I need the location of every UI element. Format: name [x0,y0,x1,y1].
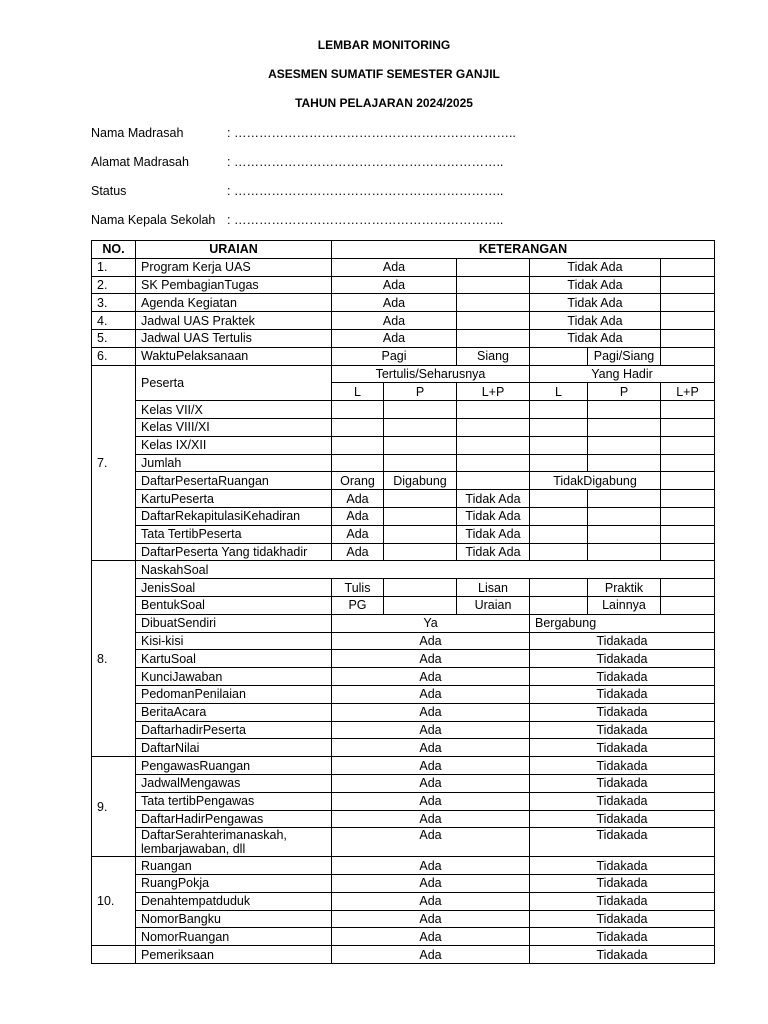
row-uraian: DaftarPesertaRuangan [136,472,332,490]
column-label: P [588,383,661,401]
option-tidak-ada: Tidakada [530,928,715,946]
row-uraian: Kelas VIII/XI [136,418,332,436]
option-tidak-ada: Tidakada [530,685,715,703]
empty-cell [384,490,457,508]
empty-cell [661,579,715,597]
row-uraian: Agenda Kegiatan [136,294,332,312]
empty-cell [384,543,457,561]
option-tidak-ada: Tidakada [530,875,715,893]
column-label: L [530,383,588,401]
row-uraian: BeritaAcara [136,703,332,721]
option-tidak-ada: Tidakada [530,632,715,650]
identity-section [91,125,691,241]
table-body [92,241,715,964]
row-number: 1. [92,258,136,276]
option-tidak-ada: Tidakada [530,792,715,810]
option-tidak-ada: Tidak Ada [457,525,530,543]
empty-cell [588,543,661,561]
table-row [92,365,715,383]
option-ada: Ada [332,721,530,739]
row-uraian: Kelas VII/X [136,401,332,419]
row-uraian: PengawasRuangan [136,757,332,775]
option-ada: Ada [332,490,384,508]
empty-cell [588,525,661,543]
empty-cell [661,543,715,561]
option-ada: Ada [332,525,384,543]
row-uraian: KartuPeserta [136,490,332,508]
row-uraian: JenisSoal [136,579,332,597]
row-number: 4. [92,312,136,330]
table-row [92,490,715,508]
option-ada: Ada [332,857,530,875]
table-row [92,614,715,632]
empty-cell [530,579,588,597]
option-tidak-ada: Tidak Ada [457,490,530,508]
table-row [92,454,715,472]
option-digabung: Digabung [384,472,457,490]
option-ya: Ya [332,614,530,632]
identity-label: Status [91,184,127,198]
empty-cell [384,507,457,525]
empty-cell [457,276,530,294]
identity-value: : ……………………………………………………….. [227,155,504,169]
option-ada: Ada [332,312,457,330]
empty-cell [332,454,384,472]
empty-cell [457,418,530,436]
identity-value: : ……………………………………………………….. [227,184,504,198]
table-row [92,892,715,910]
option-ada: Ada [332,685,530,703]
option-bergabung: Bergabung [530,614,715,632]
row-uraian: KartuSoal [136,650,332,668]
empty-cell [588,401,661,419]
empty-cell [457,436,530,454]
option-ada: Ada [332,875,530,893]
option-a: Tulis [332,579,384,597]
identity-value: : ……………………………………………………….. [227,213,504,227]
table-row [92,857,715,875]
empty-cell [661,507,715,525]
empty-cell [661,258,715,276]
table-row [92,757,715,775]
table-row [92,436,715,454]
empty-cell [661,490,715,508]
row-uraian: NomorBangku [136,910,332,928]
option-tidak-ada: Tidak Ada [457,507,530,525]
row-number: 2. [92,276,136,294]
table-row [92,810,715,828]
empty-cell [530,507,588,525]
option-c: Lainnya [588,596,661,614]
row-uraian: BentukSoal [136,596,332,614]
option-b: Uraian [457,596,530,614]
empty-cell [457,294,530,312]
empty-cell [457,401,530,419]
option-tidak-ada: Tidakada [530,910,715,928]
table-row [92,596,715,614]
empty-cell [661,276,715,294]
option-tidak-ada: Tidakada [530,946,715,964]
identity-label: Alamat Madrasah [91,155,189,169]
identity-label: Nama Madrasah [91,126,184,140]
row-uraian: DaftarhadirPeserta [136,721,332,739]
row-number: 8. [92,561,136,757]
option-ada: Ada [332,774,530,792]
table-row [92,312,715,330]
empty-cell [661,418,715,436]
row-number: 7. [92,365,136,561]
empty-cell [384,454,457,472]
column-label: L [332,383,384,401]
row-uraian: Denahtempatduduk [136,892,332,910]
option-tidak-ada: Tidakada [530,650,715,668]
table-row [92,543,715,561]
empty-cell [457,454,530,472]
table-row [92,875,715,893]
row-number [92,946,136,964]
row-uraian: Kelas IX/XII [136,436,332,454]
empty-cell [457,329,530,347]
option-tidak-ada: Tidak Ada [530,294,661,312]
empty-cell [588,418,661,436]
document-title: LEMBAR MONITORING [317,38,451,52]
option-ada: Ada [332,650,530,668]
option-ada: Ada [332,329,457,347]
row-uraian: Ruangan [136,857,332,875]
row-uraian: Tata TertibPeserta [136,525,332,543]
table-row [92,928,715,946]
empty-cell [661,472,715,490]
table-row [92,329,715,347]
empty-cell [588,436,661,454]
empty-cell [588,507,661,525]
empty-cell [332,436,384,454]
row-uraian: Kisi-kisi [136,632,332,650]
option-ada: Ada [332,810,530,828]
identity-row [91,212,691,241]
empty-cell [332,401,384,419]
option-ada: Ada [332,258,457,276]
table-row [92,258,715,276]
row-number: 10. [92,857,136,946]
table-row [92,632,715,650]
option-tidak-ada: Tidakada [530,892,715,910]
option-tidak-ada: Tidak Ada [530,312,661,330]
table-row [92,685,715,703]
option-ada: Ada [332,632,530,650]
table-row [92,739,715,757]
row-uraian: KunciJawaban [136,668,332,686]
option-ada: Ada [332,543,384,561]
empty-cell [384,418,457,436]
empty-cell [530,454,588,472]
row-uraian: SK PembagianTugas [136,276,332,294]
option-tidak-ada: Tidak Ada [530,258,661,276]
column-label: L+P [661,383,715,401]
option-tidak-ada: Tidakada [530,757,715,775]
row-uraian: PedomanPenilaian [136,685,332,703]
empty-cell [384,436,457,454]
option-tidak-ada: Tidak Ada [530,329,661,347]
empty-cell [332,418,384,436]
empty-cell [588,454,661,472]
identity-value: : ………………………………………………………….. [227,126,516,140]
table-row [92,721,715,739]
table-row [92,276,715,294]
table-row [92,347,715,365]
row-uraian: Jadwal UAS Praktek [136,312,332,330]
row-uraian: Jadwal UAS Tertulis [136,329,332,347]
empty-cell [530,347,588,365]
empty-cell [457,472,530,490]
option-tidak-ada: Tidak Ada [530,276,661,294]
empty-cell [530,401,588,419]
option-tidak-ada: Tidakada [530,810,715,828]
empty-cell [530,525,588,543]
empty-cell [661,294,715,312]
option-ada: Ada [332,910,530,928]
row-uraian: WaktuPelaksanaan [136,347,332,365]
empty-cell [457,312,530,330]
column-label: L+P [457,383,530,401]
empty-cell [530,596,588,614]
option-c: Praktik [588,579,661,597]
empty-cell [384,579,457,597]
option-tidak-ada: Tidakada [530,703,715,721]
option-tidak-ada: Tidakada [530,828,715,857]
option-tidak-digabung: TidakDigabung [530,472,661,490]
option-orang: Orang [332,472,384,490]
option-ada: Ada [332,294,457,312]
row-uraian: Tata tertibPengawas [136,792,332,810]
empty-cell [661,436,715,454]
document-titles [0,38,768,125]
empty-cell [661,347,715,365]
table-row [92,828,715,857]
row-uraian: DaftarSerahterimanaskah, lembarjawaban, dll [136,828,332,857]
header-keterangan: KETERANGAN [332,241,715,259]
option-tidak-ada: Tidak Ada [457,543,530,561]
row-uraian: DaftarPeserta Yang tidakhadir [136,543,332,561]
empty-cell [588,490,661,508]
identity-label: Nama Kepala Sekolah [91,213,216,227]
row-uraian: JadwalMengawas [136,774,332,792]
row-uraian: DaftarHadirPengawas [136,810,332,828]
subheader-hadir: Yang Hadir [530,365,715,383]
option-tidak-ada: Tidakada [530,668,715,686]
table-row [92,910,715,928]
table-row [92,579,715,597]
option-ada: Ada [332,892,530,910]
row-uraian: Program Kerja UAS [136,258,332,276]
table-row [92,792,715,810]
table-row [92,668,715,686]
row-number: 9. [92,757,136,857]
option-ada: Ada [332,703,530,721]
table-row [92,472,715,490]
option-b: Lisan [457,579,530,597]
table-row [92,946,715,964]
header-no: NO. [92,241,136,259]
option-tidak-ada: Tidakada [530,721,715,739]
column-label: P [384,383,457,401]
empty-cell [530,543,588,561]
option-tidak-ada: Tidakada [530,857,715,875]
row-uraian: NomorRuangan [136,928,332,946]
empty-cell [661,525,715,543]
option-ada: Ada [332,828,530,857]
empty-cell [661,329,715,347]
option-siang: Siang [457,347,530,365]
table-header-row [92,241,715,259]
row-uraian: DibuatSendiri [136,614,332,632]
empty-cell [661,596,715,614]
option-ada: Ada [332,792,530,810]
row-uraian: DaftarRekapitulasiKehadiran [136,507,332,525]
table-row [92,401,715,419]
table-row [92,703,715,721]
empty-cell [384,596,457,614]
subheader-tertulis: Tertulis/Seharusnya [332,365,530,383]
table-row [92,561,715,579]
row-uraian: NaskahSoal [136,561,715,579]
row-number: 3. [92,294,136,312]
document-subtitle: ASESMEN SUMATIF SEMESTER GANJIL [268,67,500,81]
empty-cell [384,401,457,419]
option-pagi-siang: Pagi/Siang [588,347,661,365]
table-row [92,418,715,436]
option-ada: Ada [332,739,530,757]
empty-cell [457,258,530,276]
row-uraian: Pemeriksaan [136,946,332,964]
row-uraian: DaftarNilai [136,739,332,757]
monitoring-table [91,240,715,964]
option-ada: Ada [332,946,530,964]
empty-cell [661,401,715,419]
row-uraian: Peserta [136,365,332,401]
empty-cell [530,418,588,436]
header-uraian: URAIAN [136,241,332,259]
option-pagi: Pagi [332,347,457,365]
identity-row [91,125,691,154]
row-number: 5. [92,329,136,347]
option-ada: Ada [332,757,530,775]
academic-year: TAHUN PELAJARAN 2024/2025 [295,96,473,110]
table-row [92,650,715,668]
empty-cell [384,525,457,543]
table-row [92,525,715,543]
row-uraian: RuangPokja [136,875,332,893]
identity-row [91,154,691,183]
empty-cell [661,312,715,330]
option-ada: Ada [332,668,530,686]
option-ada: Ada [332,507,384,525]
empty-cell [661,454,715,472]
empty-cell [530,490,588,508]
option-tidak-ada: Tidakada [530,739,715,757]
table-row [92,294,715,312]
option-a: PG [332,596,384,614]
identity-row [91,183,691,212]
row-number: 6. [92,347,136,365]
table-row [92,774,715,792]
option-tidak-ada: Tidakada [530,774,715,792]
option-ada: Ada [332,276,457,294]
empty-cell [530,436,588,454]
row-uraian: Jumlah [136,454,332,472]
option-ada: Ada [332,928,530,946]
table-row [92,507,715,525]
